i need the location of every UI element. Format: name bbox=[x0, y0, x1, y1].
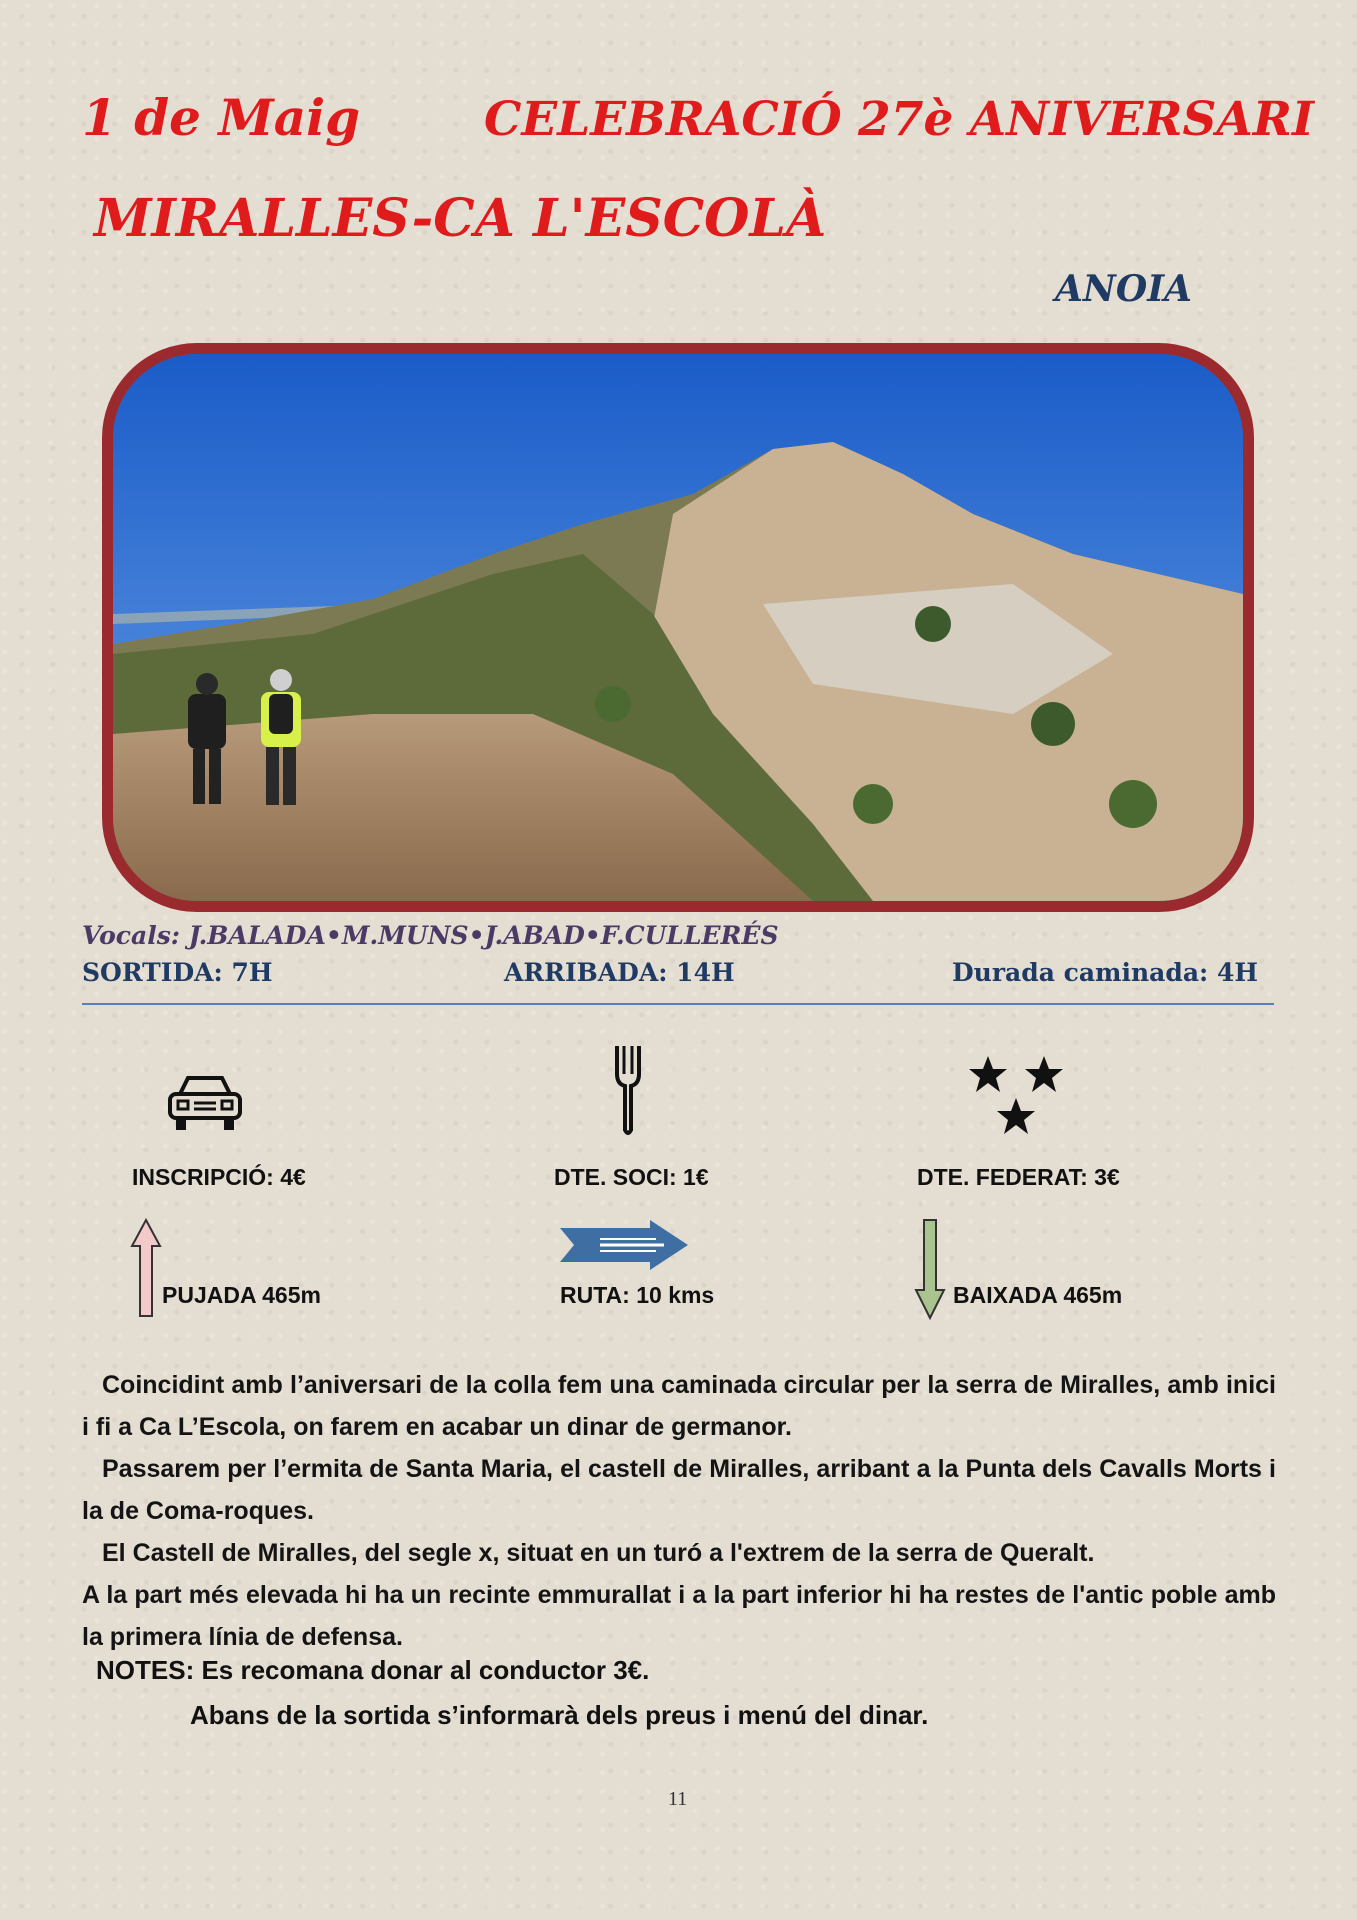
event-date: 1 de Maig bbox=[82, 88, 361, 147]
member-discount: DTE. SOCI: 1€ bbox=[554, 1164, 709, 1190]
notes-line: Abans de la sortida s’informarà dels preus i menú del dinar. bbox=[190, 1700, 929, 1730]
arrow-down-icon bbox=[914, 1218, 946, 1320]
vocals-line: Vocals: J.BALADA•M.MUNS•J.ABAD•F.CULLERÉS bbox=[82, 921, 779, 950]
landscape-photo bbox=[102, 343, 1254, 912]
walk-duration: Durada caminada: 4H bbox=[952, 958, 1258, 987]
page-number: 11 bbox=[668, 1788, 688, 1810]
notes-line: NOTES: Es recomana donar al conductor 3€. bbox=[96, 1655, 650, 1685]
car-icon bbox=[166, 1072, 244, 1134]
stars-icon bbox=[968, 1054, 1064, 1138]
route-title: MIRALLES-CA L'ESCOLÀ bbox=[94, 188, 827, 249]
description-paragraph: El Castell de Miralles, del segle x, situat en un turó a l'extrem de la serra de Queralt. bbox=[102, 1539, 1095, 1567]
federated-discount: DTE. FEDERAT: 3€ bbox=[917, 1164, 1120, 1190]
registration-fee: INSCRIPCIÓ: 4€ bbox=[132, 1164, 306, 1190]
description-paragraph: Coincidint amb l’aniversari de la colla fem una caminada circular per la serra de Miralles, amb inici i fi a Ca L’Escola, on farem en acabar un dinar de germanor. bbox=[82, 1371, 1276, 1441]
departure-time: SORTIDA: 7H bbox=[82, 958, 273, 987]
fork-icon bbox=[613, 1044, 643, 1136]
region-label: ANOIA bbox=[1055, 268, 1192, 310]
arrow-right-icon bbox=[560, 1220, 690, 1270]
celebration-title: CELEBRACIÓ 27è ANIVERSARI bbox=[484, 92, 1314, 147]
arrival-time: ARRIBADA: 14H bbox=[504, 958, 735, 987]
descent-label: BAIXADA 465m bbox=[953, 1282, 1123, 1308]
arrow-up-icon bbox=[130, 1218, 162, 1318]
description-paragraph: Passarem per l’ermita de Santa Maria, el castell de Miralles, arribant a la Punta dels Cavalls Morts i la de Coma-roques. bbox=[82, 1455, 1276, 1525]
description-paragraph: A la part més elevada hi ha un recinte emmurallat i a la part inferior hi ha restes de l'antic poble amb la primera línia de defensa. bbox=[82, 1581, 1276, 1651]
description bbox=[82, 1364, 1276, 1658]
ascent-label: PUJADA 465m bbox=[162, 1282, 321, 1308]
divider bbox=[82, 1003, 1274, 1005]
route-distance: RUTA: 10 kms bbox=[560, 1282, 715, 1308]
mountain-scene bbox=[113, 354, 1243, 901]
